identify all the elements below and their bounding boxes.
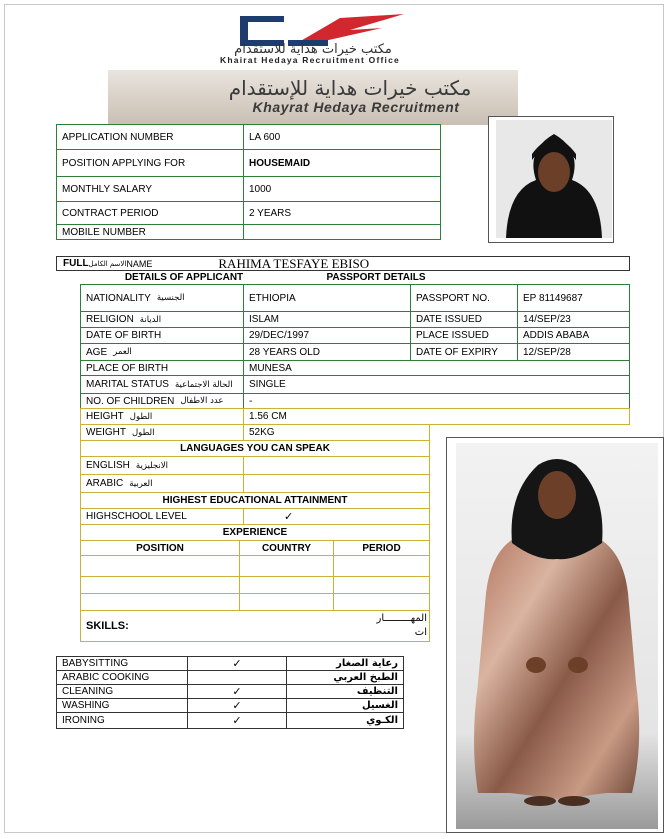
marital-label-ar: الحالة الاجتماعية	[174, 379, 233, 390]
exp-row-1-period	[333, 555, 430, 577]
passport-section-heading: PASSPORT DETAILS	[326, 272, 426, 283]
position-value: HOUSEMAID	[243, 149, 441, 177]
nationality-label-text: NATIONALITY	[86, 292, 151, 304]
headshot-figure-icon	[496, 120, 612, 238]
passport-no-value: EP 81149687	[517, 284, 630, 312]
place-issued-value: ADDIS ABABA	[517, 327, 630, 344]
full-photo-image	[456, 443, 658, 829]
full-name-value: RAHIMA TESFAYE EBISO	[218, 256, 370, 271]
highschool-check: ✓	[243, 508, 430, 525]
skill-check-cleaning: ✓	[187, 684, 287, 699]
skill-check-babysitting: ✓	[187, 656, 287, 671]
full-name-label-full: FULL	[63, 258, 89, 269]
english-label-ar: الانجليزية	[135, 460, 168, 471]
skill-label-babysitting: BABYSITTING	[56, 656, 188, 671]
full-body-figure-icon	[456, 443, 658, 829]
skills-label-ar: المهـــــــــار ات	[376, 613, 427, 638]
contract-label: CONTRACT PERIOD	[56, 201, 244, 225]
skill-ar-washing: الغسيل	[286, 698, 404, 713]
exp-row-2-position	[80, 576, 240, 594]
dob-label: DATE OF BIRTH	[80, 327, 244, 344]
english-label	[80, 456, 244, 475]
place-issued-label: PLACE ISSUED	[410, 327, 518, 344]
age-label	[80, 343, 244, 361]
weight-label-text: WEIGHT	[86, 427, 126, 438]
exp-row-1-position	[80, 555, 240, 577]
contract-value: 2 YEARS	[243, 201, 441, 225]
skill-check-washing: ✓	[187, 698, 287, 713]
age-label-ar: العمر	[113, 347, 132, 357]
exp-row-1-country	[239, 555, 334, 577]
skill-label-cleaning: CLEANING	[56, 684, 188, 699]
height-value: 1.56 CM	[243, 408, 630, 425]
nationality-value: ETHIOPIA	[243, 284, 411, 312]
skill-label-arabic-cooking: ARABIC COOKING	[56, 670, 188, 685]
skills-label: SKILLS:	[80, 610, 430, 642]
expiry-label: DATE OF EXPIRY	[410, 343, 518, 361]
age-value: 28 YEARS OLD	[243, 343, 411, 361]
logo-arabic-text: مكتب خيرات هداية للاستقدام	[234, 42, 392, 57]
dob-value: 29/DEC/1997	[243, 327, 411, 344]
marital-value: SINGLE	[243, 375, 630, 394]
religion-label-text: RELIGION	[86, 314, 134, 325]
experience-heading: EXPERIENCE	[80, 524, 430, 541]
religion-value: ISLAM	[243, 311, 411, 328]
marital-label	[80, 375, 244, 394]
full-name-label-name: NAME	[126, 258, 153, 269]
children-value: -	[243, 393, 630, 409]
highschool-label: HIGHSCHOOL LEVEL	[80, 508, 244, 525]
exp-row-3-period	[333, 593, 430, 611]
arabic-label-ar: العربية	[129, 478, 153, 489]
languages-heading: LANGUAGES YOU CAN SPEAK	[80, 440, 430, 457]
age-label-text: AGE	[86, 346, 108, 358]
expiry-value: 12/SEP/28	[517, 343, 630, 361]
skill-ar-babysitting: رعاية الصغار	[286, 656, 404, 671]
full-name-row	[56, 256, 630, 271]
english-label-text: ENGLISH	[86, 460, 130, 471]
salary-label: MONTHLY SALARY	[56, 176, 244, 202]
religion-label-ar: الديانة	[139, 314, 162, 325]
banner-english-text: Khayrat Hedaya Recruitment	[252, 99, 460, 115]
height-label-ar: الطول	[129, 411, 153, 422]
exp-row-3-position	[80, 593, 240, 611]
nationality-label-ar: الجنسية	[156, 293, 185, 303]
arabic-value	[243, 474, 430, 493]
nationality-label	[80, 284, 244, 312]
date-issued-value: 14/SEP/23	[517, 311, 630, 328]
pob-label: PLACE OF BIRTH	[80, 360, 244, 376]
weight-label-ar: الطول	[132, 427, 155, 438]
logo-english-text: Khairat Hedaya Recruitment Office	[220, 55, 400, 65]
date-issued-label: DATE ISSUED	[410, 311, 518, 328]
height-label-text: HEIGHT	[86, 411, 124, 422]
english-value	[243, 456, 430, 475]
exp-col-position: POSITION	[80, 540, 240, 556]
mobile-value	[243, 224, 441, 240]
weight-label	[80, 424, 244, 441]
salary-value: 1000	[243, 176, 441, 202]
position-label: POSITION APPLYING FOR	[56, 149, 244, 177]
skill-check-arabic-cooking	[187, 670, 287, 685]
children-label-ar: عدد الاطفال	[180, 396, 224, 406]
exp-col-period: PERIOD	[333, 540, 430, 556]
skill-ar-ironing: الكـوي	[286, 712, 404, 729]
exp-col-country: COUNTRY	[239, 540, 334, 556]
marital-label-text: MARITAL STATUS	[86, 379, 169, 390]
arabic-label-text: ARABIC	[86, 478, 124, 489]
headshot-image	[496, 120, 612, 238]
height-label	[80, 408, 244, 425]
passport-no-label: PASSPORT NO.	[410, 284, 518, 312]
skill-check-ironing: ✓	[187, 712, 287, 729]
pob-value: MUNESA	[243, 360, 630, 376]
application-number-value: LA 600	[243, 124, 441, 150]
application-number-label: APPLICATION NUMBER	[56, 124, 244, 150]
weight-value: 52KG	[243, 424, 430, 441]
mobile-label: MOBILE NUMBER	[56, 224, 244, 240]
skill-ar-arabic-cooking: الطبخ العربي	[286, 670, 404, 685]
applicant-section-heading: DETAILS OF APPLICANT	[124, 272, 244, 283]
exp-row-3-country	[239, 593, 334, 611]
exp-row-2-period	[333, 576, 430, 594]
religion-label	[80, 311, 244, 328]
arabic-label	[80, 474, 244, 493]
children-label	[80, 393, 244, 409]
education-heading: HIGHEST EDUCATIONAL ATTAINMENT	[80, 492, 430, 509]
children-label-text: NO. OF CHILDREN	[86, 395, 175, 407]
banner-arabic-text: مكتب خيرات هداية للإستقدام	[228, 76, 472, 100]
exp-row-2-country	[239, 576, 334, 594]
skill-label-ironing: IRONING	[56, 712, 188, 729]
full-name-label-ar: الاسم الكامل	[88, 259, 127, 268]
skill-label-washing: WASHING	[56, 698, 188, 713]
skill-ar-cleaning: التنظيف	[286, 684, 404, 699]
